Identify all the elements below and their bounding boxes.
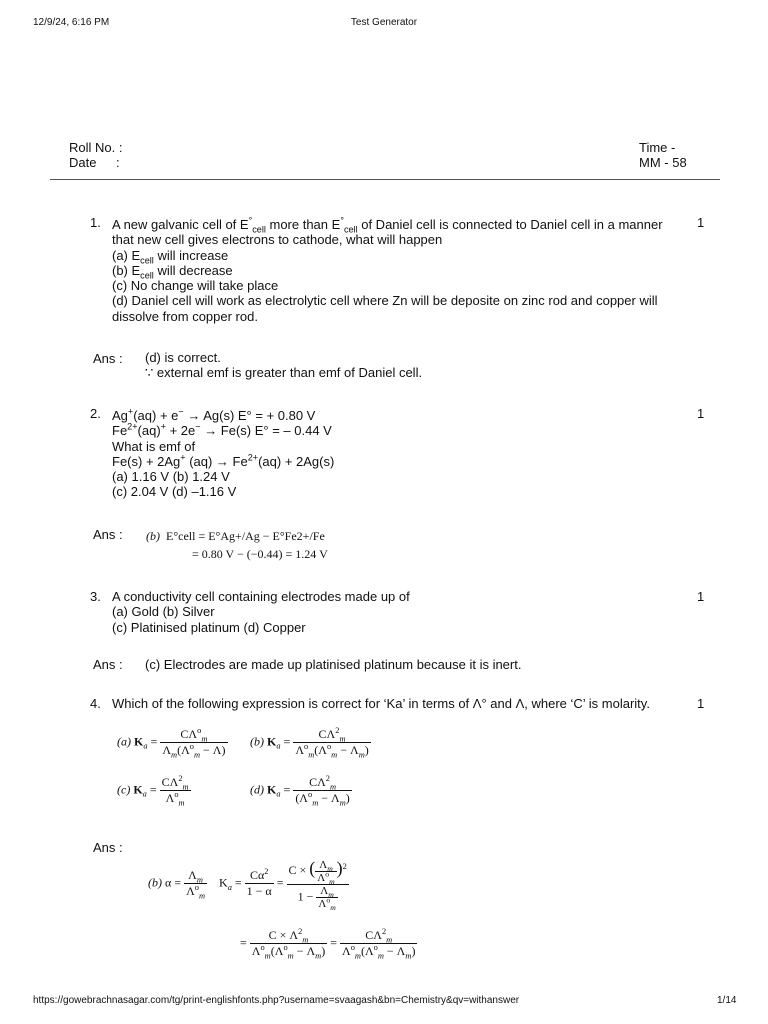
question-mark: 1	[697, 589, 705, 604]
option-a-formula: (a) $K_a$ = $\frac{C\Lambda^o_m}{\Lambda_m(\Lambda^o_m - \Lambda)}$	[117, 726, 226, 760]
question-number: 3.	[90, 589, 101, 604]
answer-4-derivation-line2: = $\frac{C \times \Lambda^2_m}{\Lambda^o_m(\Lambda^o_m - \Lambda_m)}$ = $\frac{C\Lambda^2_m}{\Lambda^o_m(\Lambda^o_m - \Lambda_m)}$	[240, 927, 416, 961]
answer-label: Ans :	[93, 351, 123, 366]
question-mark: 1	[697, 406, 705, 421]
date-label: Date	[69, 155, 97, 170]
answer-label: Ans :	[93, 527, 123, 542]
option-c-formula: (c) $K_a$ = $\frac{C\Lambda^2_m}{\Lambda^o_m}$	[117, 774, 189, 808]
option-d-formula: (d) $K_a$ = $\frac{C\Lambda^2_m}{(\Lambda^o_m - \Lambda_m)}$	[250, 774, 350, 808]
print-title: Test Generator	[350, 17, 418, 28]
answer-4-derivation-line1: (b) α = $\frac{\Lambda_m}{\Lambda^o_m}$ $K_a$ = $\frac{C\alpha^2}{1 - \alpha}$ = C × ( $\frac{\Lambda_m}{\Lambda^o_m}$ )$^2$ 1 − $\frac{\Lambda_m}{\Lambda^o_m}$	[148, 858, 347, 912]
question-number: 2.	[90, 406, 101, 421]
question-3-body: A conductivity cell containing electrodes made up of (a) Gold (b) Silver (c) Platinised platinum (d) Copper	[112, 589, 410, 635]
question-1-body: A new galvanic cell of $E^\circ_{cell}$ more than $E^\circ_{cell}$ of Daniel cell is connected to Daniel cell in a manner that new cell gives electrons to cathode, what will happen (a) $E_{cell}$ will increase (b) $E_{cell}$ will decrease (c) No change will take place (d) Daniel cell will work as electrolytic cell where Zn will be deposite on zinc rod and copper will dissolve from copper rod.	[112, 215, 663, 324]
question-mark: 1	[697, 696, 705, 711]
roll-no-label: Roll No. :	[69, 140, 123, 155]
answer-2-equation: (b) E°cell = E°Ag+/Ag − E°Fe2+/Fe = 0.80 V − (−0.44) = 1.24 V	[146, 529, 328, 561]
answer-1-body: (d) is correct. ∵ external emf is greater than emf of Daniel cell.	[145, 350, 423, 380]
header-divider	[50, 179, 720, 180]
max-marks-label: MM - 58	[639, 155, 687, 170]
time-label: Time -	[639, 140, 676, 155]
option-b-formula: (b) $K_a$ = $\frac{C\Lambda^2_m}{\Lambda^o_m(\Lambda^o_m - \Lambda_m)}$	[250, 726, 369, 760]
question-4-body: Which of the following expression is correct for ‘Ka’ in terms of Λ° and Λ, where ‘C’ is molarity.	[112, 696, 650, 711]
question-mark: 1	[697, 215, 705, 230]
answer-label: Ans :	[93, 657, 123, 672]
question-number: 4.	[90, 696, 101, 711]
answer-3-body: (c) Electrodes are made up platinised platinum because it is inert.	[145, 657, 522, 672]
page-number: 1/14	[717, 995, 737, 1006]
question-number: 1.	[90, 215, 101, 230]
print-footer-url[interactable]: https://gowebrachnasagar.com/tg/print-englishfonts.php?username=svaagash&bn=Chemistry&qv=withanswer	[33, 995, 520, 1006]
date-colon: :	[116, 155, 120, 170]
question-2-body: Ag+(aq) + e− → Ag(s) E° = + 0.80 V $Fe^{2+}(aq)^+ + 2e^- \to Fe(s) E^\circ$ = – 0.44 V What is emf of Fe(s) + 2Ag+ $(aq) \to Fe^{2+}(aq) + 2Ag(s)$ (a) 1.16 V (b) 1.24 V (c) 2.04 V (d) –1.16 V	[112, 406, 335, 500]
answer-label: Ans :	[93, 840, 123, 855]
print-datetime: 12/9/24, 6:16 PM	[33, 17, 110, 28]
